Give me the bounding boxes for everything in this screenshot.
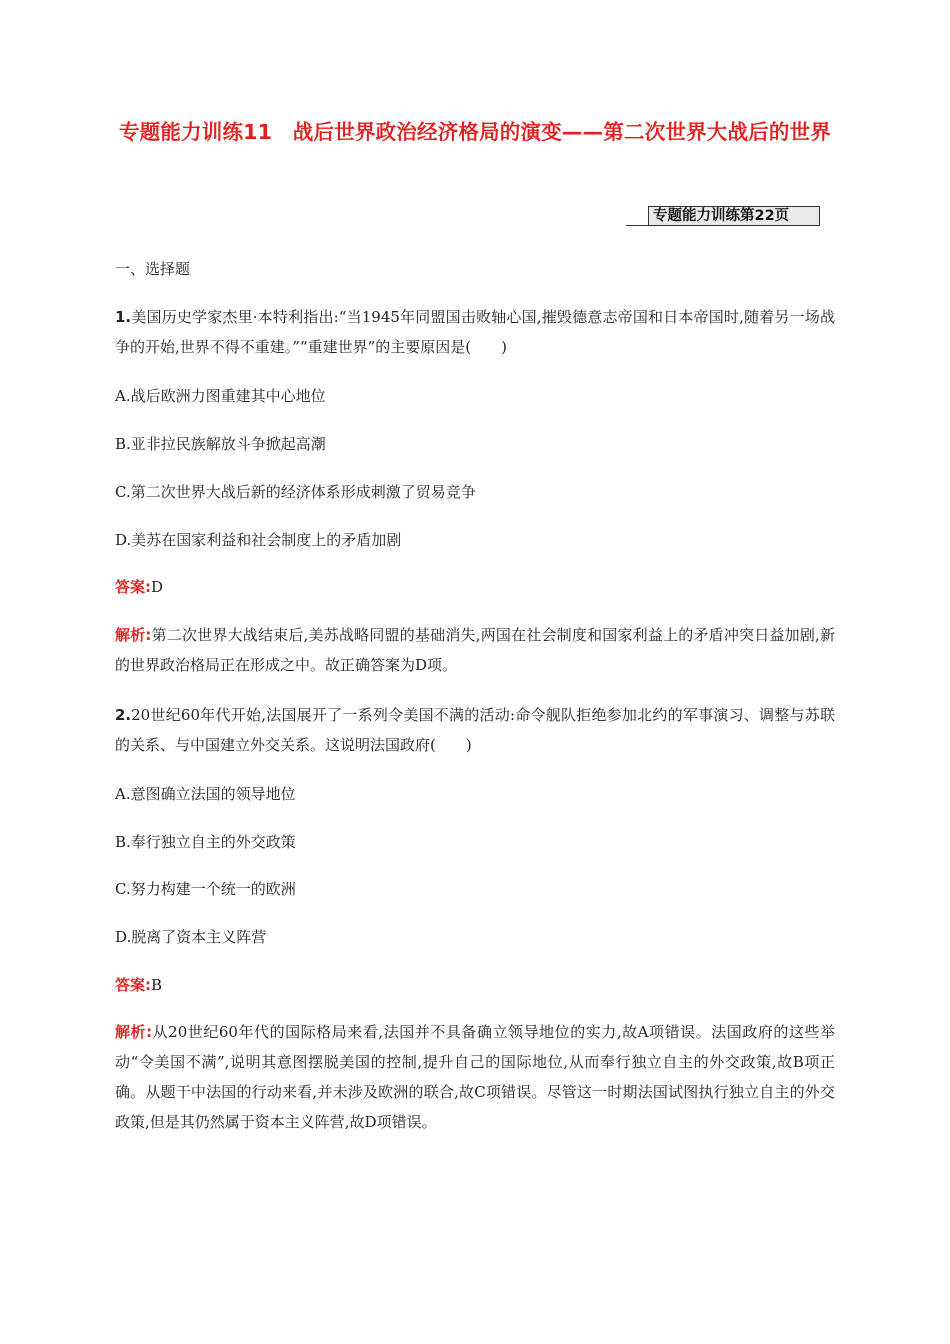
question-2-answer-label: 答案: [115, 976, 151, 994]
question-1-answer-label: 答案: [115, 578, 151, 596]
question-1-answer [115, 577, 835, 597]
question-2-option-a: A.意图确立法国的领导地位 [115, 785, 296, 803]
question-2-number: 2. [115, 706, 132, 724]
question-2-answer [115, 975, 835, 995]
question-2-option-b: B.奉行独立自主的外交政策 [115, 833, 296, 851]
question-1-analysis [115, 620, 835, 680]
question-1-stem [115, 302, 835, 362]
question-2-answer-value: B [151, 976, 163, 994]
question-1-option-c: C.第二次世界大战后新的经济体系形成刺激了贸易竞争 [115, 483, 476, 501]
section-heading: 一、选择题 [115, 260, 191, 278]
page-reference-leader-line [626, 206, 648, 226]
page-reference-box: 专题能力训练第22页 [648, 206, 820, 226]
question-2-stem [115, 700, 835, 760]
question-2-analysis-text: 从20世纪60年代的国际格局来看,法国并不具备确立领导地位的实力,故A项错误。法国政府的这些举动“令美国不满”,说明其意图摆脱美国的控制,提升自己的国际地位,从而奉行独立自主的外交政策,故B项正确。从题干中法国的行动来看,并未涉及欧洲的联合,故C项错误。尽管这一时期法国试图执行独立自主的外交政策,但是其仍然属于资本主义阵营,故D项错误。 [115, 1023, 836, 1131]
question-2-analysis-label: 解析: [115, 1023, 153, 1041]
question-1-option-a: A.战后欧洲力图重建其中心地位 [115, 387, 326, 405]
question-1-analysis-text: 第二次世界大战结束后,美苏战略同盟的基础消失,两国在社会制度和国家利益上的矛盾冲突日益加剧,新的世界政治格局正在形成之中。故正确答案为D项。 [115, 626, 836, 674]
page-reference [626, 206, 820, 226]
question-1-analysis-label: 解析: [115, 626, 152, 644]
question-2-option-d: D.脱离了资本主义阵营 [115, 928, 267, 946]
question-1-number: 1. [115, 308, 132, 326]
question-1-answer-value: D [151, 578, 164, 596]
question-2-analysis [115, 1017, 835, 1137]
question-1-option-d: D.美苏在国家利益和社会制度上的矛盾加剧 [115, 531, 402, 549]
page-title: 专题能力训练11 战后世界政治经济格局的演变——第二次世界大战后的世界 [118, 120, 832, 144]
question-2-option-c: C.努力构建一个统一的欧洲 [115, 880, 296, 898]
question-1-option-b: B.亚非拉民族解放斗争掀起高潮 [115, 435, 326, 453]
question-1-text: 美国历史学家杰里·本特利指出:“当1945年同盟国击败轴心国,摧毁德意志帝国和日本帝国时,随着另一场战争的开始,世界不得不重建。”“重建世界”的主要原因是( ) [115, 308, 835, 356]
question-2-text: 20世纪60年代开始,法国展开了一系列令美国不满的活动:命令舰队拒绝参加北约的军事演习、调整与苏联的关系、与中国建立外交关系。这说明法国政府( ) [115, 706, 835, 754]
